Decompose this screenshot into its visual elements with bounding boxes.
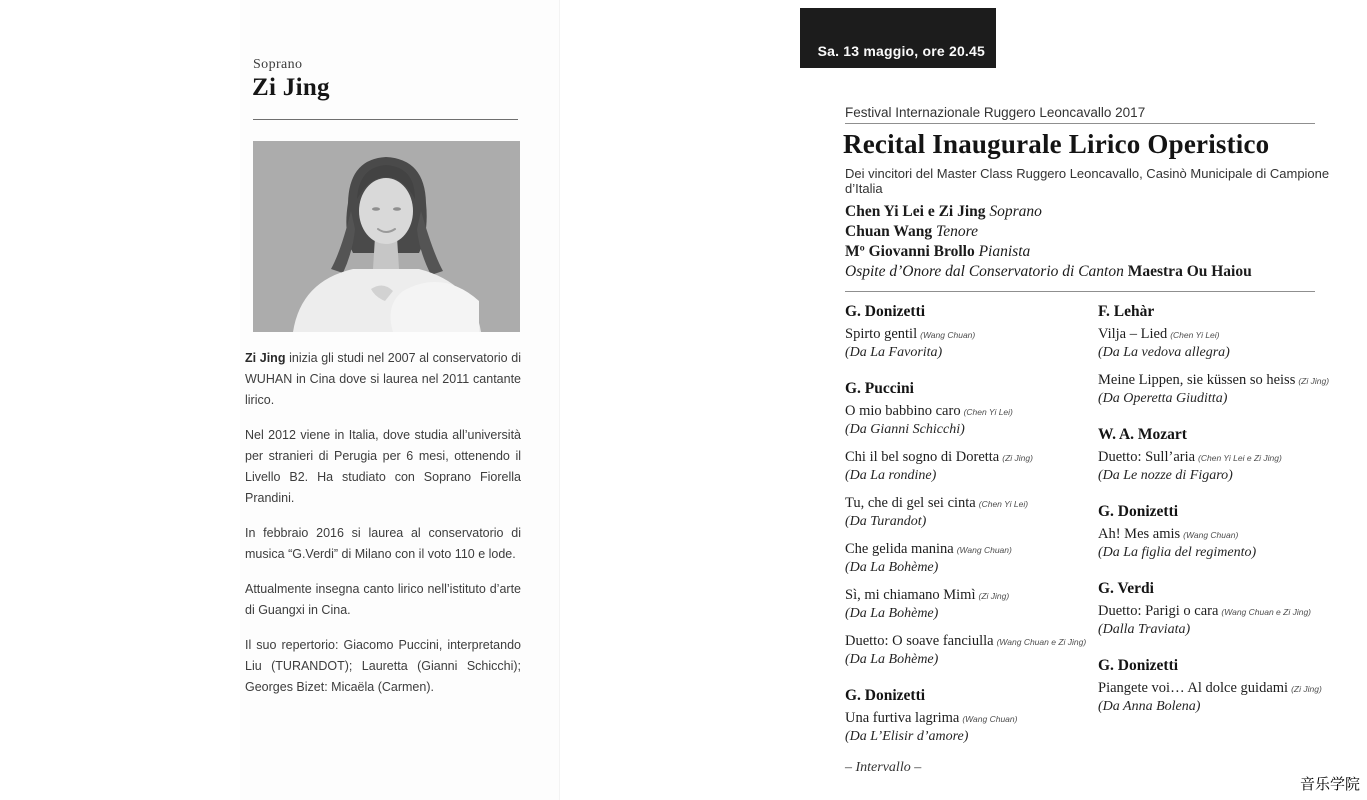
date-banner (800, 8, 996, 68)
piece-title-line (1098, 371, 1360, 390)
piece-list (1098, 602, 1360, 639)
bio-paragraph-text: Il suo repertorio: Giacomo Puccini, interpretando Liu (TURANDOT); Lauretta (Gianni Schicchi); Georges Bizet: Micaëla (Carmen). (245, 638, 521, 694)
piece-source: (Da Le nozze di Figaro) (1098, 468, 1233, 483)
piece-source: (Da La figlia del regimento) (1098, 545, 1257, 560)
composer-name: G. Donizetti (845, 687, 926, 704)
piece-title-line (1098, 602, 1360, 621)
performer-line-part: Mº Giovanni Brollo (845, 243, 979, 260)
piece-performer: (Wang Chuan) (1183, 530, 1239, 540)
piece-title-line (845, 586, 1095, 605)
program-group (1098, 657, 1360, 716)
performer-line-parts (845, 263, 1252, 280)
piece-title: Duetto: Parigi o cara (1098, 603, 1219, 619)
biography (245, 348, 521, 712)
program-piece (845, 586, 1095, 623)
program-piece (845, 448, 1095, 485)
performer-line-part: Chen Yi Lei e Zi Jing (845, 203, 990, 220)
piece-source: (Da Turandot) (845, 514, 927, 529)
piece-source: (Da La Favorita) (845, 345, 943, 360)
piece-list (1098, 325, 1360, 408)
piece-list (845, 709, 1095, 746)
program-group (845, 687, 1095, 746)
composer-name: W. A. Mozart (1098, 426, 1187, 443)
recital-subtitle: Dei vincitori del Master Class Ruggero Leoncavallo, Casinò Municipale di Campione d’Italia (845, 166, 1330, 196)
program-piece (845, 709, 1095, 746)
program-page (790, 0, 1367, 800)
composer-name: G. Puccini (845, 380, 914, 397)
piece-title-line (845, 325, 1095, 344)
performer-line-part: Chuan Wang (845, 223, 937, 240)
interval-note: – Intervallo – (845, 760, 922, 775)
bio-paragraph-text: In febbraio 2016 si laurea al conservatorio di musica “G.Verdi” di Milano con il voto 110 e lode. (245, 526, 521, 561)
program-groups-right (1098, 303, 1360, 716)
piece-title: Ah! Mes amis (1098, 526, 1181, 542)
bio-paragraph (245, 425, 521, 509)
program-piece (1098, 371, 1360, 408)
composer-name: G. Donizetti (1098, 657, 1179, 674)
piece-performer: (Wang Chuan) (962, 714, 1018, 724)
program-group (845, 380, 1095, 669)
composer-name: F. Lehàr (1098, 303, 1155, 320)
piece-performer: (Wang Chuan) (920, 330, 976, 340)
program-piece (845, 325, 1095, 362)
role-label: Soprano (253, 57, 303, 72)
piece-performer: (Chen Yi Lei) (1170, 330, 1220, 340)
piece-title: Vilja – Lied (1098, 326, 1168, 342)
piece-performer: (Chen Yi Lei) (963, 407, 1013, 417)
piece-list (845, 402, 1095, 669)
artist-name: Zi Jing (252, 74, 330, 101)
program-group (1098, 426, 1360, 485)
piece-source: (Da L’Elisir d’amore) (845, 729, 969, 744)
performer-line-parts (845, 243, 1030, 260)
piece-performer: (Chen Yi Lei e Zi Jing) (1198, 453, 1282, 463)
piece-source: (Dalla Traviata) (1098, 622, 1191, 637)
recital-title: Recital Inaugurale Lirico Operistico (843, 129, 1270, 159)
program-piece (1098, 325, 1360, 362)
piece-performer: (Chen Yi Lei) (978, 499, 1029, 509)
portrait-photo (253, 141, 520, 332)
piece-title-line (1098, 448, 1360, 467)
header-rule (845, 123, 1315, 124)
date-banner-text: Sa. 13 maggio, ore 20.45 (817, 43, 985, 59)
piece-title-line (845, 709, 1095, 728)
piece-performer: (Wang Chuan) (956, 545, 1012, 555)
piece-performer: (Zi Jing) (978, 591, 1010, 601)
piece-source: (Da La Bohème) (845, 652, 939, 667)
piece-title: Che gelida manina (845, 541, 954, 557)
bio-paragraph (245, 635, 521, 698)
program-piece (845, 540, 1095, 577)
performer-line-part: Tenore (936, 223, 978, 240)
performer-line-part: Ospite d’Onore dal Conservatorio di Canton (845, 263, 1128, 280)
piece-source: (Da La Bohème) (845, 560, 939, 575)
performer-line-part: Pianista (978, 243, 1031, 260)
bio-paragraph (245, 523, 521, 565)
piece-title: Duetto: O soave fanciulla (845, 633, 994, 649)
watermark-text: 音乐学院 (1299, 776, 1360, 793)
piece-source: (Da Operetta Giuditta) (1098, 391, 1228, 406)
piece-source: (Da La vedova allegra) (1098, 345, 1230, 360)
piece-title-line (845, 632, 1095, 651)
program-group (1098, 580, 1360, 639)
bio-paragraph-text: inizia gli studi nel 2007 al conservatorio di WUHAN in Cina dove si laurea nel 2011 cantante lirico. (245, 351, 521, 407)
program-piece (845, 494, 1095, 531)
composer-name: G. Donizetti (1098, 503, 1179, 520)
piece-title-line (1098, 525, 1360, 544)
bio-page (240, 0, 560, 800)
piece-source: (Da La rondine) (845, 468, 937, 483)
piece-title-line (845, 448, 1095, 467)
program-group (845, 303, 1095, 362)
piece-performer: (Wang Chuan e Zi Jing) (1221, 607, 1311, 617)
program-piece (1098, 525, 1360, 562)
piece-performer: (Zi Jing) (1002, 453, 1033, 463)
piece-title: Tu, che di gel sei cinta (845, 495, 976, 511)
performer-line-parts (845, 223, 978, 240)
piece-title: Duetto: Sull’aria (1098, 449, 1196, 465)
bio-paragraph (245, 348, 521, 411)
program-piece (1098, 448, 1360, 485)
piece-title-line (845, 494, 1095, 513)
portrait-photo-illustration (253, 141, 520, 332)
piece-title: Chi il bel sogno di Doretta (845, 449, 1000, 465)
program-groups-left (845, 303, 1095, 746)
piece-list (1098, 679, 1360, 716)
performer-line (845, 202, 1365, 222)
piece-title-line (1098, 679, 1360, 698)
festival-line: Festival Internazionale Ruggero Leoncavallo 2017 (845, 105, 1146, 120)
program-group (1098, 503, 1360, 562)
divider-line (253, 119, 518, 120)
piece-performer: (Zi Jing) (1291, 684, 1322, 694)
performer-line (845, 222, 1365, 242)
piece-source: (Da La Bohème) (845, 606, 939, 621)
composer-name: G. Donizetti (845, 303, 926, 320)
piece-performer: (Zi Jing) (1298, 376, 1330, 386)
piece-title: Una furtiva lagrima (845, 710, 960, 726)
performers-list (845, 202, 1365, 282)
piece-title: Sì, mi chiamano Mimì (845, 587, 976, 603)
program-piece (1098, 679, 1360, 716)
piece-title-line (845, 540, 1095, 559)
performer-line (845, 242, 1365, 262)
program-column-left (845, 303, 1095, 776)
program-piece (1098, 602, 1360, 639)
piece-title-line (1098, 325, 1360, 344)
piece-list (1098, 525, 1360, 562)
bio-paragraph-lead: Zi Jing (245, 351, 286, 365)
performers-rule (845, 291, 1315, 292)
performer-line (845, 262, 1365, 282)
performer-line-parts (845, 203, 1042, 220)
program-column-right (1098, 303, 1360, 725)
piece-performer: (Wang Chuan e Zi Jing) (996, 637, 1087, 647)
piece-list (845, 325, 1095, 362)
bio-paragraph (245, 579, 521, 621)
bio-paragraph-text: Nel 2012 viene in Italia, dove studia all’università per stranieri di Perugia per 6 mesi, ottenendo il Livello B2. Ha studiato con Soprano Fiorella Prandini. (245, 428, 521, 505)
piece-title: Meine Lippen, sie küssen so heiss (1098, 372, 1296, 388)
program-piece (845, 632, 1095, 669)
piece-title: Piangete voi… Al dolce guidami (1098, 680, 1289, 696)
piece-source: (Da Anna Bolena) (1098, 699, 1201, 714)
program-piece (845, 402, 1095, 439)
piece-title-line (845, 402, 1095, 421)
program-group (1098, 303, 1360, 408)
bio-paragraph-text: Attualmente insegna canto lirico nell’istituto d’arte di Guangxi in Cina. (245, 582, 521, 617)
composer-name: G. Verdi (1098, 580, 1154, 597)
performer-line-part: Soprano (989, 203, 1042, 220)
piece-title: Spirto gentil (845, 326, 918, 342)
piece-title: O mio babbino caro (845, 403, 961, 419)
piece-list (1098, 448, 1360, 485)
piece-source: (Da Gianni Schicchi) (845, 422, 965, 437)
performer-line-part: Maestra Ou Haiou (1127, 263, 1252, 280)
